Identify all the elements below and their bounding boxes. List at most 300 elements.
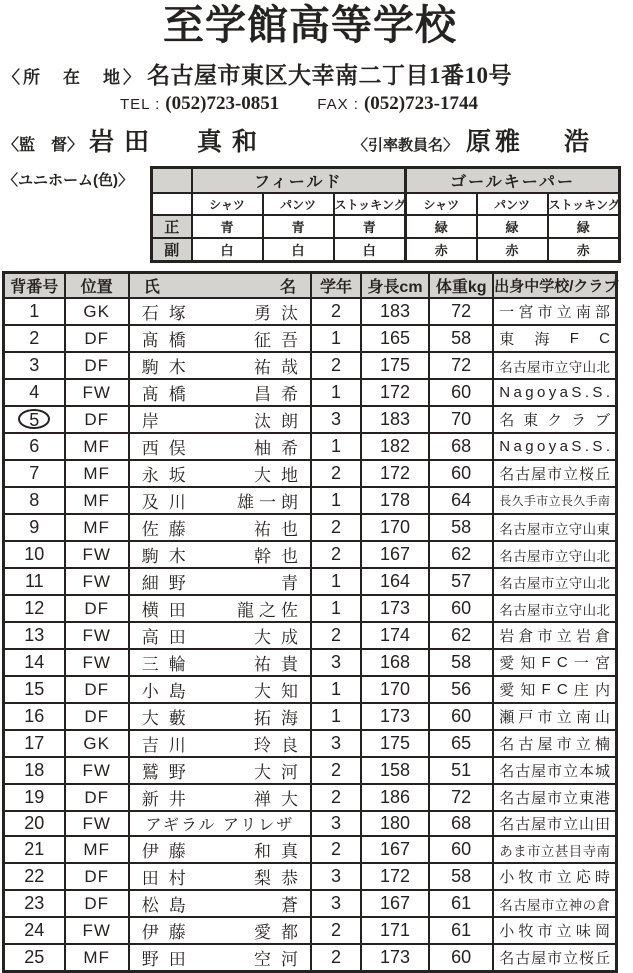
player-name-cell — [129, 917, 311, 944]
table-row — [4, 890, 617, 917]
school-char: 市 — [540, 897, 555, 913]
table-row — [4, 863, 617, 890]
table-row — [4, 568, 617, 595]
uniform-part-header: ストッキング — [334, 193, 406, 215]
height-cell: 167 — [361, 890, 429, 917]
school-char: 市 — [536, 494, 549, 509]
uniform-table — [150, 166, 621, 263]
position-cell: FW — [65, 917, 129, 944]
school-char: 桜 — [579, 950, 595, 968]
height-cell: 158 — [361, 757, 429, 784]
school-char: 牧 — [518, 869, 534, 887]
uniform-part-header: パンツ — [263, 193, 334, 215]
position-cell: FW — [65, 568, 129, 595]
player-givenname: 玲良 — [254, 736, 308, 756]
school-char: 瀬 — [499, 709, 515, 727]
position-cell: DF — [65, 406, 129, 433]
player-surname: 駒木 — [141, 547, 196, 567]
jersey-number-cell — [4, 944, 65, 972]
jersey-number: 19 — [24, 787, 45, 808]
jersey-number: 10 — [24, 544, 45, 565]
table-row — [4, 541, 617, 568]
school-char: C — [556, 681, 568, 699]
height-cell: 180 — [361, 811, 429, 836]
school-cell — [493, 433, 616, 460]
school-char: 宮 — [594, 655, 610, 673]
player-givenname: 梨恭 — [254, 869, 308, 889]
school-char: 屋 — [527, 359, 541, 375]
school-char: 守 — [568, 521, 583, 537]
player-givenname: 大知 — [254, 682, 308, 702]
uniform-part-header: シャツ — [192, 193, 263, 215]
player-name — [130, 918, 310, 943]
school-cell — [493, 568, 616, 595]
grade-cell: 1 — [311, 703, 361, 730]
school-char: S — [592, 384, 603, 402]
table-row — [4, 757, 617, 784]
teacher-first-name: 雅浩 — [494, 129, 633, 157]
school-name — [494, 518, 615, 538]
school-char: 古 — [513, 575, 527, 591]
table-row — [4, 406, 617, 433]
position-cell: MF — [65, 836, 129, 863]
position-cell: GK — [65, 730, 129, 757]
table-row — [4, 944, 617, 972]
school-char: 市 — [537, 923, 553, 941]
uniform-part-row — [152, 193, 620, 215]
school-char: 屋 — [531, 763, 547, 781]
school-char: g — [525, 438, 534, 456]
table-row — [4, 352, 617, 379]
jersey-number-cell — [4, 433, 65, 460]
school-char: 立 — [563, 763, 579, 781]
player-givenname: 大地 — [254, 466, 308, 486]
weight-cell: 56 — [429, 676, 493, 703]
height-cell: 172 — [361, 863, 429, 890]
school-cell — [493, 514, 616, 541]
player-givenname: 祐也 — [254, 520, 308, 540]
school-char: 立 — [554, 359, 569, 375]
school-char: 南 — [575, 304, 591, 322]
column-header-height: 身長cm — [361, 273, 429, 299]
grade-cell: 2 — [311, 836, 361, 863]
teacher-name — [466, 122, 633, 158]
school-char: 岡 — [594, 923, 610, 941]
school-char: 屋 — [531, 790, 547, 808]
school-name — [494, 409, 615, 430]
table-row — [4, 622, 617, 649]
school-char: 市 — [540, 359, 555, 375]
player-surname: 西俣 — [141, 439, 196, 459]
player-name-cell — [129, 676, 311, 703]
school-cell — [493, 595, 616, 622]
position-cell: DF — [65, 703, 129, 730]
uniform-color-cell: 緑 — [477, 215, 548, 238]
school-char: 名 — [499, 412, 515, 430]
jersey-number-cell — [4, 649, 65, 676]
position-cell: DF — [65, 325, 129, 352]
height-cell: 171 — [361, 917, 429, 944]
address-label: 〈所 在 地〉 — [3, 68, 143, 88]
jersey-number: 18 — [24, 760, 45, 781]
school-char: . — [584, 384, 589, 402]
school-char: 屋 — [527, 897, 541, 913]
player-givenname: 祐貴 — [254, 655, 308, 675]
school-cell — [493, 730, 616, 757]
school-char: 市 — [537, 628, 553, 646]
position-cell: MF — [65, 514, 129, 541]
school-char: 立 — [556, 304, 572, 322]
uniform-part-header: シャツ — [406, 193, 477, 215]
contact-row — [0, 93, 620, 115]
school-char: ま — [513, 843, 527, 859]
school-cell — [493, 784, 616, 811]
player-givenname: 拓海 — [254, 709, 308, 729]
school-char: F — [541, 654, 551, 672]
school-name — [494, 384, 615, 401]
school-name — [494, 866, 615, 887]
school-char: 立 — [563, 816, 579, 834]
position-cell: MF — [65, 944, 129, 972]
player-name — [130, 837, 310, 862]
column-header-name — [129, 273, 311, 299]
school-char: 守 — [568, 575, 583, 591]
coach-name — [89, 122, 268, 158]
school-char: 市 — [556, 736, 572, 754]
uniform-group-goalkeeper: ゴールキーパー — [406, 168, 620, 194]
position-cell: FW — [65, 379, 129, 406]
school-cell — [493, 460, 616, 487]
position-cell: DF — [65, 352, 129, 379]
school-name — [494, 572, 615, 592]
player-name — [130, 891, 310, 916]
player-name — [130, 785, 310, 810]
school-char: 市 — [540, 521, 555, 537]
player-name-cell — [129, 890, 311, 917]
height-cell: 173 — [361, 595, 429, 622]
jersey-number: 4 — [29, 382, 40, 403]
school-name — [494, 599, 615, 619]
school-char: 名 — [499, 575, 513, 591]
player-name — [130, 945, 310, 970]
column-header-grade: 学年 — [311, 273, 361, 299]
player-name — [130, 515, 310, 540]
uniform-color-cell: 緑 — [406, 215, 477, 238]
school-char: . — [605, 438, 610, 456]
school-char: o — [537, 384, 546, 402]
player-surname: 永坂 — [141, 466, 196, 486]
position-cell: DF — [65, 676, 129, 703]
height-cell: 165 — [361, 325, 429, 352]
grade-cell: 2 — [311, 298, 361, 325]
school-char: 長 — [560, 494, 573, 509]
school-char: 山 — [582, 548, 597, 564]
player-givenname: 征吾 — [254, 331, 308, 351]
school-char: 屋 — [527, 602, 541, 618]
teacher-label: 〈引率教員名〉 — [353, 137, 459, 155]
player-name — [130, 569, 310, 594]
uniform-section — [0, 166, 620, 260]
school-char: 立 — [548, 494, 561, 509]
grade-cell: 1 — [311, 379, 361, 406]
uniform-color-cell: 青 — [192, 215, 263, 238]
school-char: N — [499, 438, 511, 456]
fax-label: FAX : — [317, 96, 359, 114]
table-row — [4, 379, 617, 406]
school-name — [494, 463, 615, 484]
player-name-cell — [129, 325, 311, 352]
height-cell: 168 — [361, 649, 429, 676]
player-givenname: 大成 — [254, 628, 308, 648]
jersey-number-cell — [4, 622, 65, 649]
school-char: 名 — [499, 790, 515, 808]
school-char: 古 — [515, 950, 531, 968]
player-name-cell — [129, 622, 311, 649]
player-name — [130, 650, 310, 675]
school-char: 愛 — [499, 682, 515, 700]
school-char: F — [569, 330, 579, 348]
school-char: 古 — [513, 521, 527, 537]
address-value: 名古屋市東区大幸南二丁目1番10号 — [147, 63, 512, 89]
player-givenname: 祐哉 — [254, 358, 308, 378]
school-char: 知 — [520, 682, 536, 700]
table-row — [4, 836, 617, 863]
weight-cell: 60 — [429, 836, 493, 863]
weight-cell: 58 — [429, 325, 493, 352]
school-char: 南 — [597, 494, 610, 509]
weight-cell: 72 — [429, 352, 493, 379]
weight-cell: 72 — [429, 784, 493, 811]
column-header-school: 出身中学校/クラブ — [493, 273, 616, 299]
school-char: 市 — [547, 763, 563, 781]
school-cell — [493, 703, 616, 730]
grade-cell: 2 — [311, 622, 361, 649]
jersey-number-cell — [4, 487, 65, 514]
height-cell: 182 — [361, 433, 429, 460]
school-cell — [493, 944, 616, 972]
grade-cell: 3 — [311, 811, 361, 836]
jersey-number: 7 — [29, 463, 40, 484]
grade-cell: 2 — [311, 514, 361, 541]
height-cell: 175 — [361, 352, 429, 379]
player-name — [130, 864, 310, 889]
school-char: S — [571, 438, 582, 456]
weight-cell: 72 — [429, 298, 493, 325]
school-char: 北 — [596, 359, 610, 375]
uniform-color-cell: 白 — [263, 238, 334, 262]
jersey-number: 6 — [29, 436, 40, 457]
grade-cell: 3 — [311, 730, 361, 757]
weight-cell: 57 — [429, 568, 493, 595]
player-name-cell — [129, 757, 311, 784]
school-char: y — [548, 438, 557, 456]
grade-cell: 1 — [311, 568, 361, 595]
player-givenname: 幹也 — [254, 547, 308, 567]
height-cell: 183 — [361, 406, 429, 433]
player-name — [130, 488, 310, 513]
school-char: F — [541, 681, 551, 699]
school-char: 時 — [594, 869, 610, 887]
player-name-cell — [129, 568, 311, 595]
school-name — [494, 356, 615, 376]
school-name — [494, 920, 615, 941]
jersey-number: 15 — [24, 679, 45, 700]
player-name — [130, 434, 310, 459]
school-char: 市 — [537, 304, 553, 322]
jersey-number-cell — [4, 298, 65, 325]
position-cell: DF — [65, 784, 129, 811]
uniform-part-header: ストッキング — [548, 193, 620, 215]
weight-cell: 60 — [429, 595, 493, 622]
school-char: 立 — [563, 466, 579, 484]
school-char: 戸 — [518, 709, 534, 727]
school-char: 倉 — [596, 897, 610, 913]
coach-last-name: 岩田 — [89, 129, 160, 157]
grade-cell: 2 — [311, 352, 361, 379]
position-cell: DF — [65, 863, 129, 890]
school-char: 立 — [554, 897, 569, 913]
weight-cell: 60 — [429, 460, 493, 487]
jersey-number-cell — [4, 379, 65, 406]
player-givenname: 勇汰 — [254, 304, 308, 324]
jersey-number: 2 — [29, 328, 40, 349]
player-name-cell — [129, 784, 311, 811]
school-char: 名 — [499, 736, 515, 754]
weight-cell: 64 — [429, 487, 493, 514]
school-char: 名 — [499, 602, 513, 618]
height-cell: 173 — [361, 944, 429, 972]
position-cell: FW — [65, 649, 129, 676]
position-cell: FW — [65, 622, 129, 649]
roster-body — [4, 298, 617, 972]
school-char: の — [582, 897, 597, 913]
player-name — [130, 326, 310, 351]
school-char: 名 — [499, 897, 513, 913]
school-char: 立 — [554, 521, 569, 537]
weight-cell: 61 — [429, 917, 493, 944]
player-surname: 野田 — [141, 950, 196, 970]
school-char: 名 — [499, 359, 513, 375]
jersey-number-cell — [4, 460, 65, 487]
jersey-number-cell — [4, 890, 65, 917]
position-cell: DF — [65, 595, 129, 622]
school-name — [494, 760, 615, 781]
school-char: a — [559, 384, 568, 402]
school-cell — [493, 406, 616, 433]
school-char: 屋 — [531, 950, 547, 968]
column-header-givenname: 名 — [279, 279, 296, 297]
school-char: 市 — [537, 869, 553, 887]
table-row — [4, 460, 617, 487]
weight-cell: 58 — [429, 514, 493, 541]
uniform-row-label: 副 — [152, 238, 192, 262]
school-char: 市 — [547, 816, 563, 834]
school-char: 庄 — [573, 682, 589, 700]
jersey-number: 12 — [24, 598, 45, 619]
height-cell: 167 — [361, 836, 429, 863]
fax-item — [317, 93, 478, 115]
player-surname: 大藪 — [141, 709, 196, 729]
grade-cell: 3 — [311, 406, 361, 433]
jersey-number: 16 — [24, 706, 45, 727]
school-char: 北 — [596, 575, 610, 591]
school-char: 目 — [568, 843, 583, 859]
height-cell: 170 — [361, 676, 429, 703]
player-name-cell — [129, 703, 311, 730]
jersey-number-cell — [4, 541, 65, 568]
school-name — [494, 328, 615, 349]
school-char: C — [599, 330, 610, 348]
table-row — [4, 514, 617, 541]
table-row — [4, 487, 617, 514]
school-char: 東 — [579, 790, 595, 808]
player-surname: 髙橋 — [141, 331, 196, 351]
jersey-number: 11 — [24, 571, 44, 592]
school-char: 山 — [582, 575, 597, 591]
school-char: 名 — [499, 466, 515, 484]
school-char: 手 — [523, 494, 536, 509]
school-char: 倉 — [518, 628, 534, 646]
grade-cell: 2 — [311, 784, 361, 811]
player-name — [130, 623, 310, 648]
school-char: 守 — [568, 548, 583, 564]
school-char: 古 — [513, 897, 527, 913]
height-cell: 167 — [361, 541, 429, 568]
player-givenname: 大河 — [254, 763, 308, 783]
school-char: 立 — [556, 628, 572, 646]
player-surname: 伊藤 — [141, 842, 196, 862]
weight-cell: 60 — [429, 944, 493, 972]
player-surname: 髙橋 — [141, 385, 196, 405]
school-char: 甚 — [554, 843, 569, 859]
school-name — [494, 840, 615, 860]
player-givenname: 龍之佐 — [237, 601, 303, 621]
weight-cell: 65 — [429, 730, 493, 757]
player-name-cell — [129, 379, 311, 406]
player-name-cell — [129, 514, 311, 541]
uniform-primary-row — [152, 215, 620, 238]
school-char: ク — [547, 412, 563, 430]
school-char: 古 — [515, 816, 531, 834]
school-char: a — [513, 384, 522, 402]
height-cell: 172 — [361, 460, 429, 487]
school-char: a — [513, 438, 522, 456]
player-name-cell — [129, 811, 311, 836]
school-name — [494, 947, 615, 968]
school-name — [494, 492, 615, 509]
school-char: 立 — [554, 602, 569, 618]
player-name — [130, 353, 310, 378]
player-surname: 石塚 — [141, 304, 196, 324]
player-surname: 松島 — [141, 896, 196, 916]
uniform-corner-cell — [152, 193, 192, 215]
school-char: 久 — [573, 494, 586, 509]
school-char: 立 — [554, 548, 569, 564]
school-char: 屋 — [537, 736, 553, 754]
jersey-number-cell — [4, 784, 65, 811]
school-char: 楠 — [594, 736, 610, 754]
roster-table — [2, 271, 618, 973]
player-name — [130, 407, 310, 432]
player-name — [130, 461, 310, 486]
weight-cell: 62 — [429, 541, 493, 568]
school-char: 神 — [568, 897, 583, 913]
school-char: 立 — [554, 575, 569, 591]
jersey-number-cell — [4, 676, 65, 703]
grade-cell: 3 — [311, 890, 361, 917]
school-char: 山 — [582, 359, 597, 375]
jersey-number-cell — [4, 757, 65, 784]
